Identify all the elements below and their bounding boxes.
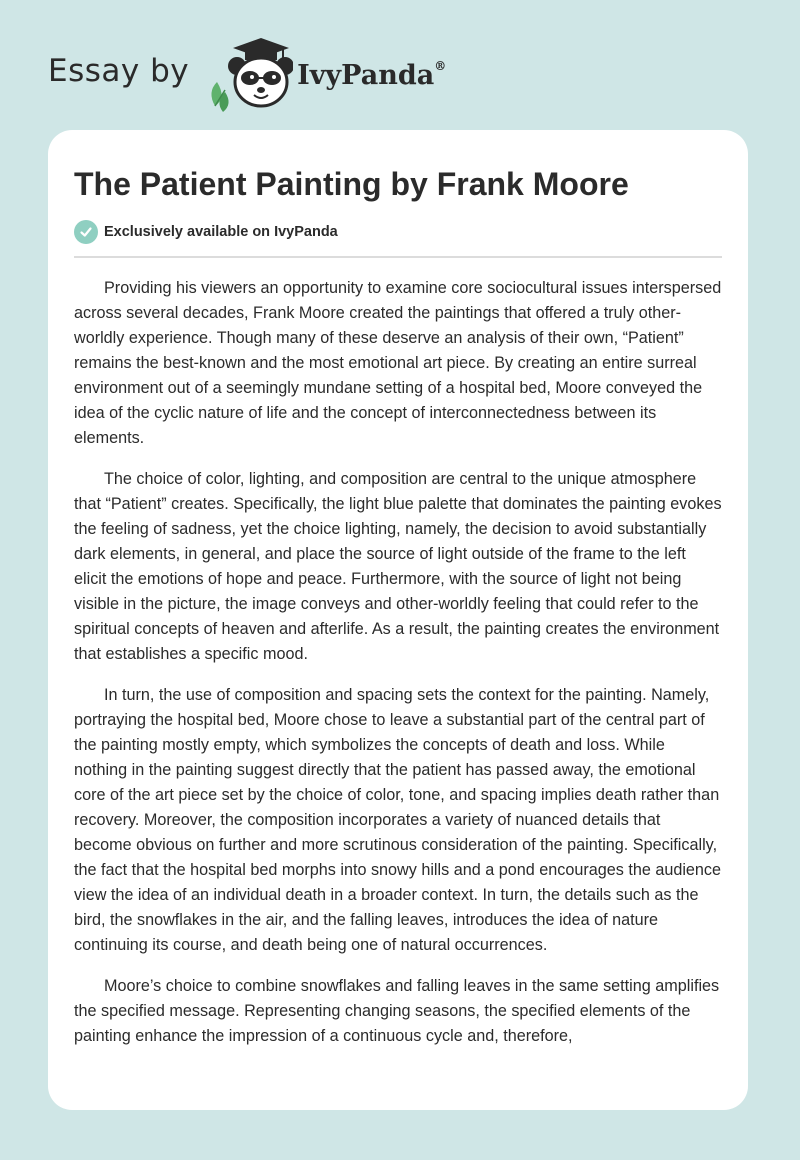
brand-name [297,60,446,91]
essay-body [74,276,722,1049]
paragraph: Moore’s choice to combine snowflakes and falling leaves in the same setting amplifies the specified message. Representing changing seasons, the specified elements of the painting enhance the impression of a continuous cycle and, therefore, [74,977,720,1045]
paragraph: Providing his viewers an opportunity to examine core sociocultural issues interspersed across several decades, Frank Moore created the paintings that offered a truly other-worldly experience. Though many of these deserve an analysis of their own, “Patient” remains the best-known and the most emotional art piece. By creating an entire surreal environment out of a seemingly mundane setting of a hospital bed, Moore conveyed the idea of the cyclic nature of life and the concept of interconnectedness between its elements. [74,279,722,447]
registered-mark: ® [434,58,447,73]
paragraph: In turn, the use of composition and spacing sets the context for the painting. Namely, portraying the hospital bed, Moore chose to leave a substantial part of the central part of the painting mostly empty, which symbolizes the concepts of death and loss. While nothing in the painting suggest directly that the patient has passed away, the emotional core of the art piece set by the choice of color, tone, and spacing implies death rather than recovery. Moreover, the composition incorporates a variety of nuanced details that become obvious on further and more scrutinous consideration of the painting. Specifically, the fact that the hospital bed morphs into snowy hills and a pond encourages the audience view the idea of an individual death in a broader context. In turn, the details such as the bird, the snowflakes in the air, and the falling leaves, introduces the idea of nature continuing its course, and death being one of natural occurrences. [74,686,722,954]
exclusive-badge [74,220,722,258]
check-icon [74,220,98,244]
badge-label: Exclusively available on IvyPanda [104,224,338,240]
panda-logo-icon[interactable] [203,36,293,112]
essay-card [48,130,748,1110]
site-header [48,36,446,112]
page-title: The Patient Painting by Frank Moore [74,166,629,202]
brand-text: IvyPanda [297,59,435,91]
paragraph: The choice of color, lighting, and composition are central to the unique atmosphere that “Patient” creates. Specifically, the light blue palette that dominates the painting evokes the feeling of sadness, yet the choice lighting, namely, the decision to avoid substantially dark elements, in general, and place the source of light outside of the frame to the left elicit the emotions of hope and peace. Furthermore, with the source of light not being visible in the picture, the image conveys and other-worldly feeling that could refer to the spiritual concepts of heaven and afterlife. As a result, the painting creates the environment that establishes a specific mood. [74,470,722,663]
essay-by-label: Essay by [48,53,190,89]
